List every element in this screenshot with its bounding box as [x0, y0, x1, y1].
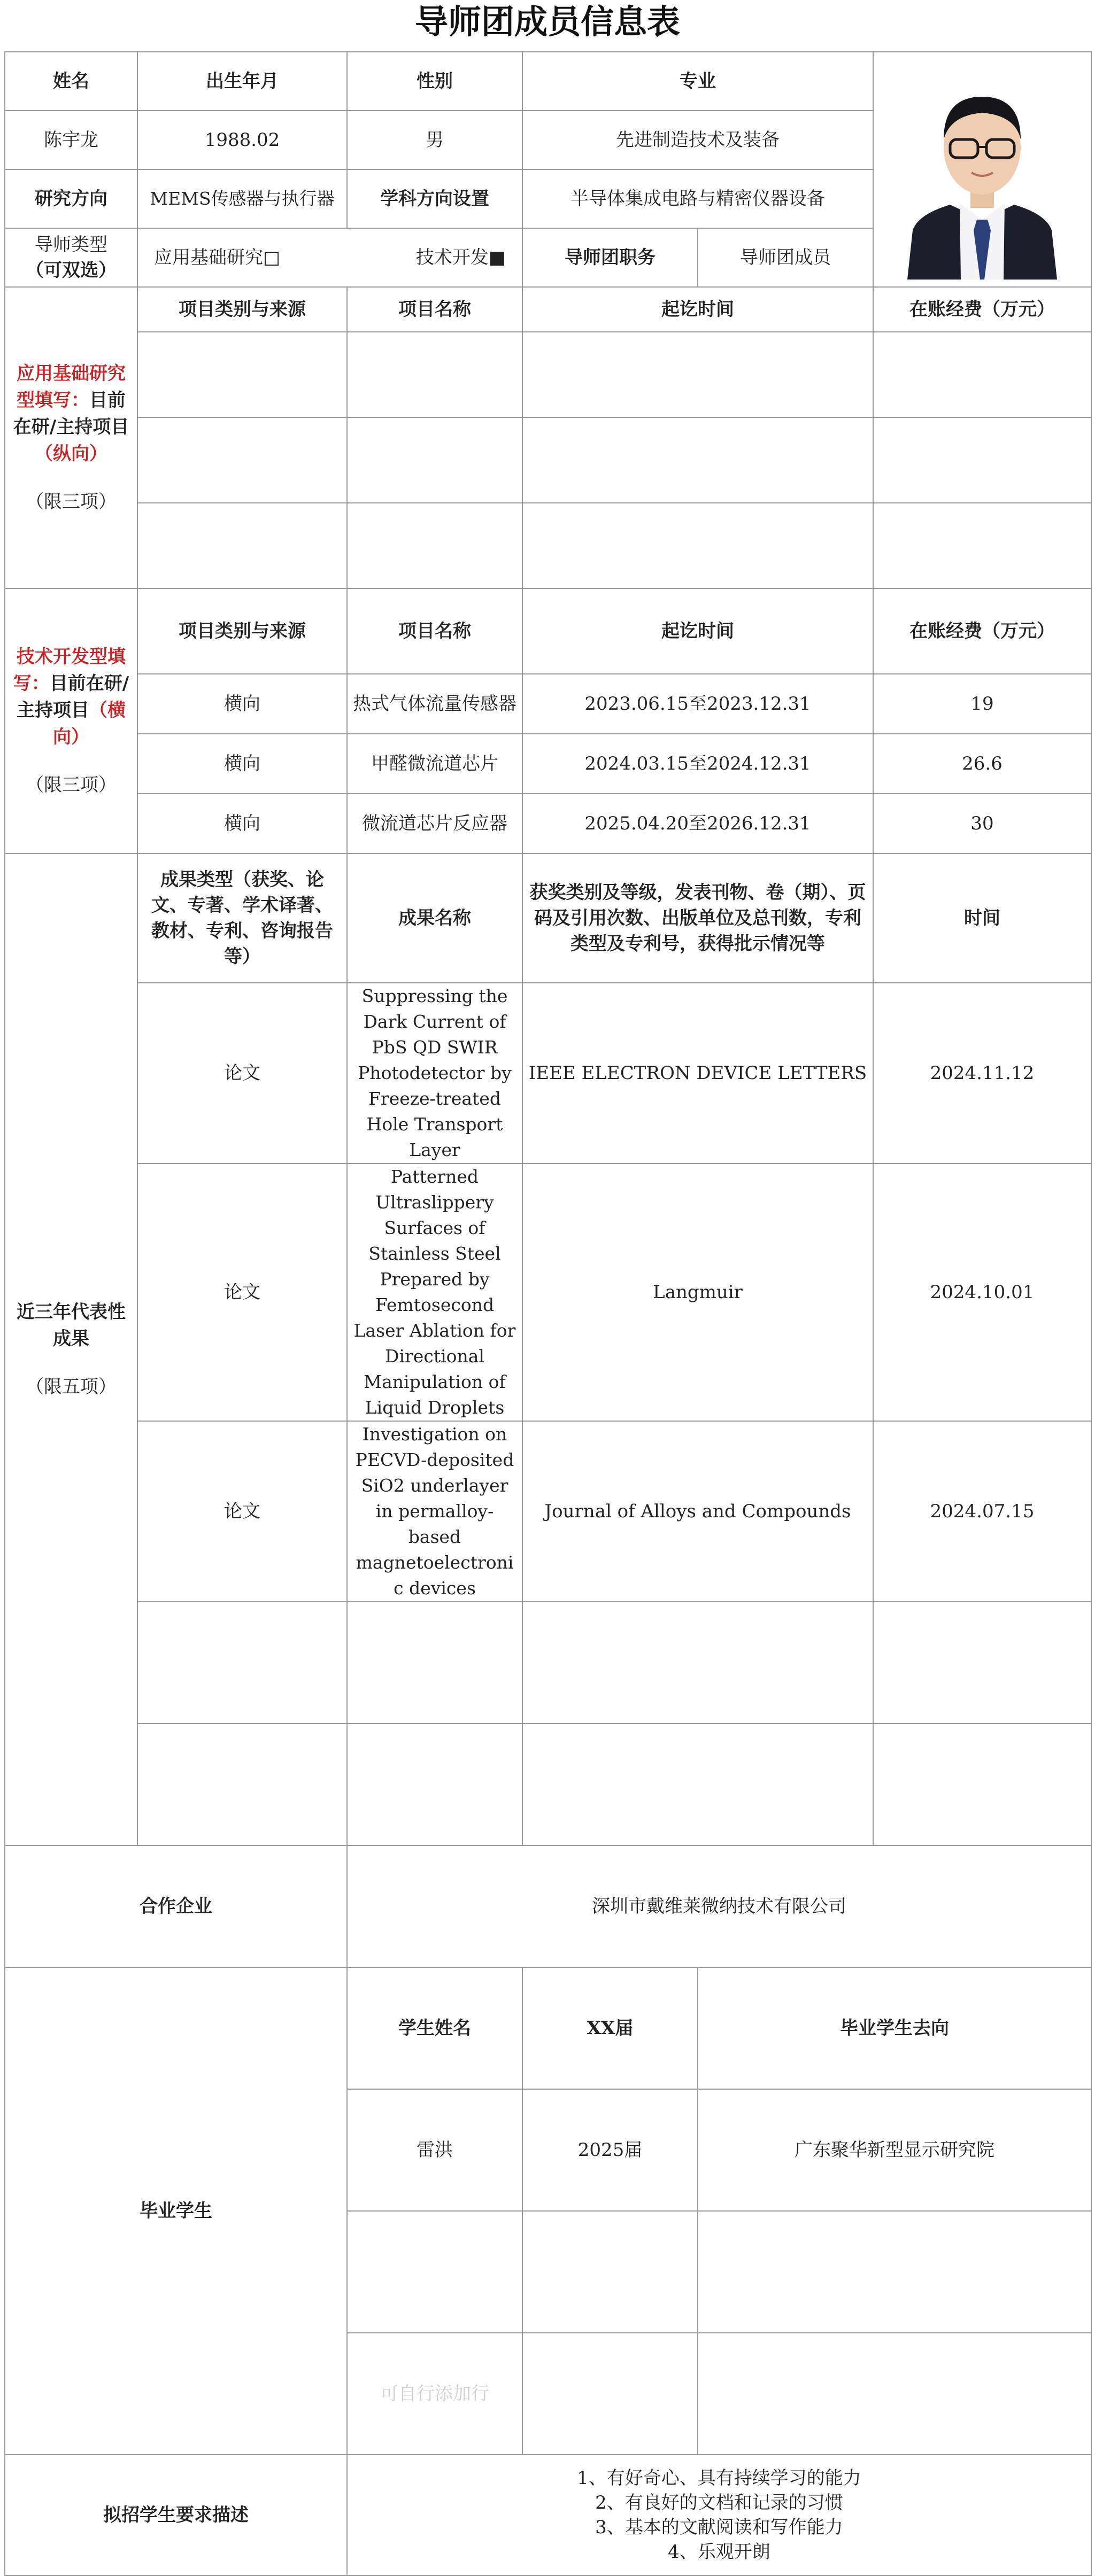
research-direction-label: 研究方向: [5, 169, 137, 228]
empty-cell[interactable]: [698, 2211, 1091, 2333]
empty-cell[interactable]: [873, 417, 1091, 503]
achievement-type: 论文: [137, 983, 347, 1163]
tech-label-black: 目前在研/主持项目: [17, 673, 129, 721]
tech-limit: （限三项）: [26, 774, 117, 796]
basic-col-name: 项目名称: [347, 287, 522, 332]
empty-cell[interactable]: [137, 503, 347, 588]
project-fund: 19: [873, 674, 1091, 734]
basic-empty-row: [5, 332, 1091, 417]
basic-research-checkbox[interactable]: 应用基础研究□: [154, 247, 281, 268]
empty-cell[interactable]: [347, 417, 522, 503]
basic-section-header: [5, 287, 1091, 332]
requirements-row: [5, 2455, 1091, 2575]
achievement-venue: IEEE ELECTRON DEVICE LETTERS: [522, 983, 873, 1163]
major-value: 先进制造技术及装备: [522, 111, 873, 169]
basic-empty-row: [5, 417, 1091, 503]
grad-col-destination: 毕业学生去向: [698, 1967, 1091, 2089]
achv-col-venue: 获奖类别及等级，发表刊物、卷（期）、页码及引用次数、出版单位及总刊数，专利类型及专利号，获得批示情况等: [522, 854, 873, 983]
empty-cell[interactable]: [347, 332, 522, 417]
table-row: [5, 1421, 1091, 1602]
basic-section-label: [5, 287, 137, 588]
mentor-type-options: [137, 228, 522, 287]
discipline-label: 学科方向设置: [347, 169, 522, 228]
requirement-item: 3、基本的文献阅读和写作能力: [595, 2517, 843, 2538]
achievement-name: Suppressing the Dark Current of PbS QD SWIR Photodetector by Freeze-treated Hole Transport Layer: [347, 983, 522, 1163]
page-title: 导师团成员信息表: [414, 2, 680, 41]
basic-col-fund: 在账经费（万元）: [873, 287, 1091, 332]
empty-cell[interactable]: [347, 503, 522, 588]
requirement-item: 4、乐观开朗: [668, 2541, 770, 2563]
empty-cell[interactable]: [522, 1724, 873, 1845]
mentor-info-table: [4, 51, 1092, 2576]
achievements-limit: （限五项）: [26, 1376, 117, 1398]
achievement-empty-row: [5, 1602, 1091, 1724]
project-type: 横向: [137, 734, 347, 794]
empty-cell[interactable]: [522, 417, 873, 503]
achievement-venue: Journal of Alloys and Compounds: [522, 1421, 873, 1602]
basic-limit: （限三项）: [26, 491, 117, 513]
project-type: 横向: [137, 794, 347, 854]
research-direction-value: MEMS传感器与执行器: [137, 169, 347, 228]
empty-cell[interactable]: [522, 503, 873, 588]
project-name: 热式气体流量传感器: [347, 674, 522, 734]
project-period: 2023.06.15至2023.12.31: [522, 674, 873, 734]
basic-col-type: 项目类别与来源: [137, 287, 347, 332]
mentor-type-label: 导师类型: [35, 234, 107, 255]
mentor-type-note: （可双选）: [26, 260, 117, 281]
graduate-name: 雷洪: [347, 2089, 522, 2211]
empty-cell[interactable]: [873, 1724, 1091, 1845]
achievement-date: 2024.07.15: [873, 1421, 1091, 1602]
partner-row: [5, 1845, 1091, 1967]
major-label: 专业: [522, 52, 873, 111]
empty-cell[interactable]: [137, 417, 347, 503]
achv-col-type: 成果类型（获奖、论文、专著、学术译著、教材、专利、咨询报告等）: [137, 854, 347, 983]
graduates-header: [5, 1967, 1091, 2089]
achievement-name: Investigation on PECVD-deposited SiO2 underlayer in permalloy-based magnetoelectronic devices: [347, 1421, 522, 1602]
empty-cell[interactable]: [522, 2211, 698, 2333]
portrait-photo: [897, 59, 1068, 280]
project-fund: 26.6: [873, 734, 1091, 794]
grad-col-name: 学生姓名: [347, 1967, 522, 2089]
achievement-type: 论文: [137, 1163, 347, 1421]
tech-section-label: [5, 588, 137, 854]
achv-col-date: 时间: [873, 854, 1091, 983]
partner-label: 合作企业: [5, 1845, 347, 1967]
achievement-date: 2024.10.01: [873, 1163, 1091, 1421]
tech-dev-checkbox[interactable]: 技术开发■: [415, 247, 506, 268]
tech-col-name: 项目名称: [347, 588, 522, 674]
graduate-destination: 广东聚华新型显示研究院: [698, 2089, 1091, 2211]
requirements-list: [347, 2455, 1091, 2575]
empty-cell[interactable]: [873, 332, 1091, 417]
basic-label-black: 目前在研/主持项目: [13, 390, 129, 438]
tech-col-type: 项目类别与来源: [137, 588, 347, 674]
table-row: [5, 674, 1091, 734]
achievement-empty-row: [5, 1724, 1091, 1845]
grad-col-year: XX届: [522, 1967, 698, 2089]
empty-cell[interactable]: [522, 2333, 698, 2455]
empty-cell[interactable]: [522, 1602, 873, 1724]
gender-value: 男: [347, 111, 522, 169]
empty-cell[interactable]: [347, 1602, 522, 1724]
empty-cell[interactable]: [137, 1602, 347, 1724]
empty-cell[interactable]: [873, 1602, 1091, 1724]
gender-label: 性别: [347, 52, 522, 111]
requirement-item: 2、有良好的文档和记录的习惯: [595, 2492, 843, 2513]
project-period: 2024.03.15至2024.12.31: [522, 734, 873, 794]
tech-col-period: 起讫时间: [522, 588, 873, 674]
basic-col-period: 起讫时间: [522, 287, 873, 332]
achv-col-name: 成果名称: [347, 854, 522, 983]
basic-empty-row: [5, 503, 1091, 588]
tech-section-header: [5, 588, 1091, 674]
empty-cell[interactable]: [522, 332, 873, 417]
empty-cell[interactable]: [137, 332, 347, 417]
birth-label: 出生年月: [137, 52, 347, 111]
partner-value: 深圳市戴维莱微纳技术有限公司: [347, 1845, 1091, 1967]
empty-cell[interactable]: [698, 2333, 1091, 2455]
achievement-name: Patterned Ultraslippery Surfaces of Stainless Steel Prepared by Femtosecond Laser Ablation for Directional Manipulation of Liquid Droplets: [347, 1163, 522, 1421]
table-row: [5, 1163, 1091, 1421]
name-value: 陈宇龙: [5, 111, 137, 169]
achievements-label: 近三年代表性成果: [17, 1301, 126, 1349]
discipline-value: 半导体集成电路与精密仪器设备: [522, 169, 873, 228]
team-role-value: 导师团成员: [698, 228, 873, 287]
graduate-year: 2025届: [522, 2089, 698, 2211]
tech-col-fund: 在账经费（万元）: [873, 588, 1091, 674]
name-label: 姓名: [5, 52, 137, 111]
empty-cell[interactable]: [137, 1724, 347, 1845]
photo-cell: [873, 52, 1091, 287]
project-name: 甲醛微流道芯片: [347, 734, 522, 794]
achievements-header: [5, 854, 1091, 983]
table-row: [5, 734, 1091, 794]
tech-label-red2: （横向）: [53, 700, 126, 748]
project-name: 微流道芯片反应器: [347, 794, 522, 854]
table-row: [5, 794, 1091, 854]
add-row-hint[interactable]: 可自行添加行: [347, 2333, 522, 2455]
achievement-venue: Langmuir: [522, 1163, 873, 1421]
table-row: [5, 983, 1091, 1163]
requirements-label: 拟招学生要求描述: [5, 2455, 347, 2575]
birth-value: 1988.02: [137, 111, 347, 169]
project-period: 2025.04.20至2026.12.31: [522, 794, 873, 854]
mentor-type-label-cell: [5, 228, 137, 287]
project-fund: 30: [873, 794, 1091, 854]
achievements-label-cell: [5, 854, 137, 1845]
header-row: [5, 52, 1091, 111]
empty-cell[interactable]: [873, 503, 1091, 588]
requirement-item: 1、有好奇心、具有持续学习的能力: [577, 2468, 861, 2489]
achievement-date: 2024.11.12: [873, 983, 1091, 1163]
graduates-label: 毕业学生: [5, 1967, 347, 2455]
basic-label-red: 应用基础研究型填写：: [17, 363, 126, 411]
basic-label-red2: （纵向）: [35, 443, 107, 464]
project-type: 横向: [137, 674, 347, 734]
empty-cell[interactable]: [347, 2211, 522, 2333]
team-role-label: 导师团职务: [522, 228, 698, 287]
achievement-type: 论文: [137, 1421, 347, 1602]
empty-cell[interactable]: [347, 1724, 522, 1845]
tech-label-red: 技术开发型填写：: [13, 646, 126, 694]
